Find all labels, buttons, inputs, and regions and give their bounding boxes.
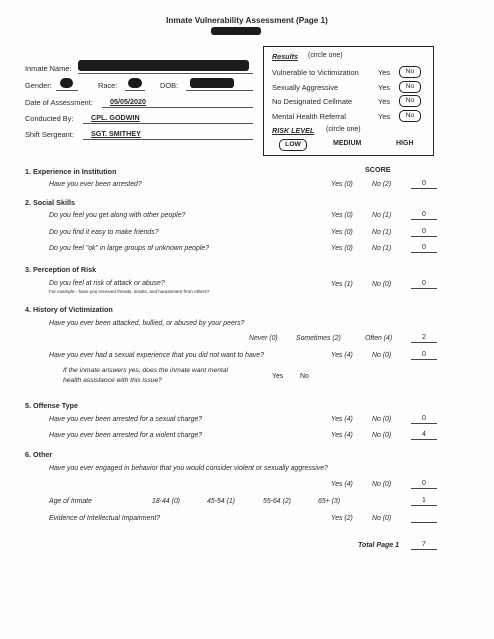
age-option[interactable]: 65+ (3) [318, 498, 341, 505]
option-no[interactable]: No (1) [372, 245, 392, 252]
option-no[interactable]: No (0) [372, 515, 392, 522]
score-value: 0 [422, 351, 426, 358]
redaction-block [211, 27, 261, 35]
section-title: 5. Offense Type [25, 401, 78, 410]
option-no[interactable]: No (1) [372, 212, 392, 219]
race-redaction [128, 78, 142, 88]
section-title: 2. Social Skills [25, 198, 75, 207]
score-value: 0 [422, 280, 426, 287]
sergeant-value: SGT. SMITHEY [91, 129, 141, 138]
option-yes[interactable]: Yes (0) [331, 181, 353, 188]
question-text: Have you ever been arrested? [49, 181, 142, 188]
section-title: 4. History of Victimization [25, 305, 113, 314]
age-label: Age of Inmate [49, 498, 92, 505]
question-text: Do you feel you get along with other people? [49, 212, 186, 219]
result-row-label: Mental Health Referral [272, 112, 346, 121]
score-line [411, 288, 437, 289]
question-text: Have you ever been attacked, bullied, or abused by your peers? [49, 320, 245, 327]
gender-label: Gender: [25, 81, 52, 90]
score-header: SCORE [365, 165, 391, 174]
score-line [411, 423, 437, 424]
dob-label: DOB: [160, 81, 179, 90]
dob-line [186, 90, 253, 91]
section-title: 1. Experience in Institution [25, 167, 117, 176]
option-yes[interactable]: Yes (4) [331, 481, 353, 488]
score-value: 0 [422, 180, 426, 187]
question-text: Have you ever engaged in behavior that you would consider violent or sexually aggressive? [49, 465, 328, 472]
score-line [411, 236, 437, 237]
inmate-name-redaction [78, 60, 249, 71]
conducted-label: Conducted By: [25, 114, 74, 123]
results-note: (circle one) [308, 52, 343, 59]
section-title: 3. Perception of Risk [25, 265, 97, 274]
question-text: Have you ever had a sexual experience that you did not want to have? [49, 352, 264, 359]
total-label: Total Page 1 [358, 542, 399, 549]
followup-line1: If the inmate answers yes, does the inmate want mental [63, 367, 229, 374]
sergeant-line [83, 139, 253, 140]
score-line [411, 505, 437, 506]
option-yes[interactable]: Yes (4) [331, 416, 353, 423]
score-value: 0 [422, 228, 426, 235]
date-value: 05/05/2020 [110, 97, 146, 106]
score-line [411, 359, 437, 360]
score-value: 2 [422, 334, 426, 341]
result-yes: Yes [378, 112, 391, 121]
conducted-line [83, 123, 253, 124]
gender-redaction [60, 78, 73, 88]
option-no[interactable]: No (0) [372, 416, 392, 423]
section-title: 6. Other [25, 450, 53, 459]
score-value: 0 [422, 244, 426, 251]
score-line [411, 188, 437, 189]
option-no[interactable]: No (2) [372, 181, 392, 188]
question-text: Have you ever been arrested for a violent charge? [49, 432, 203, 439]
option-yes[interactable]: Yes (2) [331, 515, 353, 522]
option-yes[interactable]: Yes (0) [331, 245, 353, 252]
score-value: 0 [422, 415, 426, 422]
question-text: Do you feel at risk of attack or abuse? [49, 280, 165, 287]
result-no-circled[interactable]: No [399, 66, 421, 78]
conducted-value: CPL. GODWIN [91, 113, 140, 122]
followup-line2: health assistance with this issue? [63, 377, 162, 384]
age-option[interactable]: 55-64 (2) [263, 498, 291, 505]
score-value: 0 [422, 211, 426, 218]
result-row-label: Sexually Aggressive [272, 83, 339, 92]
option-yes[interactable]: Yes [272, 373, 284, 380]
option-yes[interactable]: Yes (1) [331, 281, 353, 288]
result-no-circled[interactable]: No [399, 95, 421, 107]
result-yes: Yes [378, 68, 391, 77]
result-yes: Yes [378, 97, 391, 106]
inmate-name-label: Inmate Name: [25, 64, 72, 73]
option-yes[interactable]: Yes (4) [331, 432, 353, 439]
option-no[interactable]: No (0) [372, 432, 392, 439]
option-yes[interactable]: Yes (0) [331, 229, 353, 236]
question-text: Have you ever been arrested for a sexual charge? [49, 416, 203, 423]
question-text: Do you feel "ok" in large groups of unknown people? [49, 245, 210, 252]
score-value: 0 [422, 480, 426, 487]
question-note: For example - have you received threats, insults, and harassment from others? [49, 289, 210, 294]
risk-level-high[interactable]: HIGH [396, 140, 414, 147]
form-title: Inmate Vulnerability Assessment (Page 1) [166, 16, 328, 25]
score-value: 4 [422, 431, 426, 438]
risk-level-title: RISK LEVEL [272, 126, 315, 135]
score-line [411, 342, 437, 343]
result-row-label: No Designated Cellmate [272, 97, 353, 106]
results-title: Results [272, 52, 298, 61]
score-line [411, 522, 437, 523]
score-line [411, 219, 437, 220]
result-row-label: Vulnerable to Victimization [272, 68, 359, 77]
option-no[interactable]: No (0) [372, 352, 392, 359]
sergeant-label: Shift Sergeant: [25, 130, 74, 139]
date-label: Date of Assessment: [25, 98, 93, 107]
result-no-circled[interactable]: No [399, 81, 421, 93]
option-no[interactable]: No (1) [372, 229, 392, 236]
gender-line [56, 90, 78, 91]
score-line [411, 488, 437, 489]
option-no[interactable]: No (0) [372, 481, 392, 488]
risk-level-medium[interactable]: MEDIUM [333, 140, 362, 147]
dob-redaction [190, 78, 234, 88]
risk-level-low-circled[interactable]: LOW [279, 139, 307, 151]
question-text: Do you find it easy to make friends? [49, 229, 159, 236]
score-value: 1 [422, 497, 426, 504]
option-no[interactable]: No (0) [372, 281, 392, 288]
score-line [411, 439, 437, 440]
result-no-circled[interactable]: No [399, 110, 421, 122]
option-yes[interactable]: Yes (4) [331, 352, 353, 359]
total-line [411, 549, 437, 550]
inmate-name-line [78, 73, 253, 74]
race-line [125, 90, 145, 91]
option-sometimes[interactable]: Sometimes (2) [296, 335, 341, 342]
score-line [411, 252, 437, 253]
result-yes: Yes [378, 83, 391, 92]
total-value: 7 [422, 541, 426, 548]
option-never[interactable]: Never (0) [249, 335, 278, 342]
date-line [102, 107, 253, 108]
age-option[interactable]: 45-54 (1) [207, 498, 235, 505]
age-option[interactable]: 18-44 (0) [152, 498, 180, 505]
risk-level-note: (circle one) [326, 126, 361, 133]
option-yes[interactable]: Yes (0) [331, 212, 353, 219]
intellectual-label: Evidence of Intellectual Impairment? [49, 515, 161, 522]
option-no[interactable]: No [300, 373, 309, 380]
option-often[interactable]: Often (4) [365, 335, 393, 342]
race-label: Race: [98, 81, 118, 90]
